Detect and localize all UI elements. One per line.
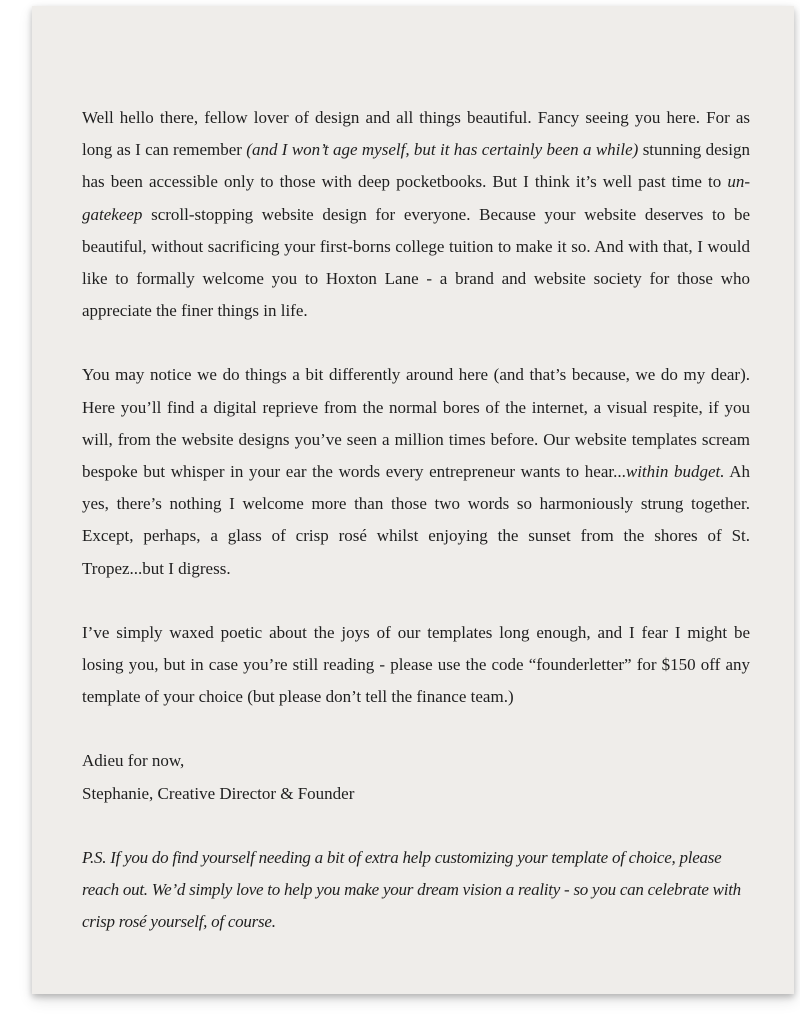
letter-paragraph-welcome [82, 102, 750, 327]
difference-text-c: Ah yes, there’s nothing I welcome more than those two words so harmoniously strung together. Except, perhaps, a glass of crisp rosé whilst enjoying the sunset from the shores of St. Tropez...but I digress. [82, 462, 750, 578]
letter-closing: Adieu for now, [82, 751, 185, 771]
founder-letter [82, 102, 750, 938]
letter-postscript: P.S. If you do find yourself needing a bit of extra help customizing your template of choice, please reach out. We’d simply love to help you make your dream vision a reality - so you can celebrate with crisp rosé yourself, of course. [82, 847, 741, 932]
letter-paragraph-difference [82, 359, 750, 584]
letter-paragraph-discount: I’ve simply waxed poetic about the joys of our templates long enough, and I fear I might be losing you, but in case you’re still reading - please use the code “founderletter” for $150 off any template of your choice (but please don’t tell the finance team.) [82, 622, 750, 707]
difference-emphasis: within budget. [625, 462, 725, 482]
letter-paper [32, 6, 794, 994]
welcome-emphasis: un-gatekeep [82, 172, 750, 224]
welcome-text-e: scroll-stopping website design for everyone. Because your website deserves to be beautiful, without sacrificing your first-borns college tuition to make it so. And with that, I would like to formally welcome you to Hoxton Lane - a brand and website society for those who appreciate the finer things in life. [82, 204, 750, 321]
letter-signature: Stephanie, Creative Director & Founder [82, 783, 355, 803]
welcome-text-c: stunning design has been accessible only to those with deep pocketbooks. But I think it’s well past time to [82, 140, 750, 192]
welcome-text-a: Well hello there, fellow lover of design and all things beautiful. Fancy seeing you here. For as long as I can remember [82, 108, 750, 160]
difference-text-a: You may notice we do things a bit differently around here (and that’s because, we do my dear). Here you’ll find a digital reprieve from the normal bores of the internet, a visual respite, if you will, from the website designs you’ve seen a million times before. Our website templates scream bespoke but whisper in your ear the words every entrepreneur wants to hear... [82, 365, 750, 482]
welcome-aside: (and I won’t age myself, but it has certainly been a while) [246, 140, 639, 160]
